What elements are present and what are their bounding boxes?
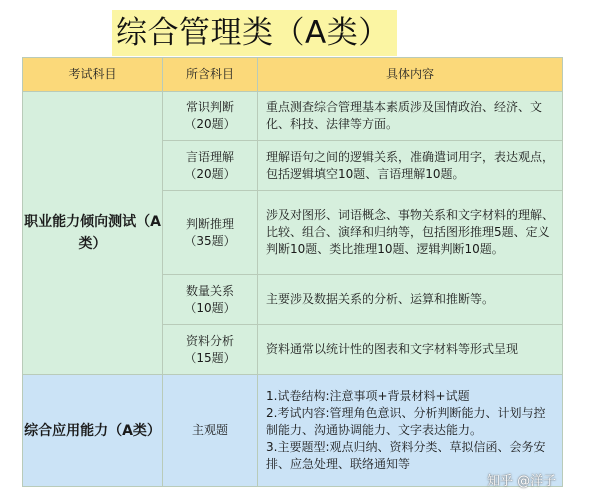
subject-cell [163, 325, 258, 375]
page-title: 综合管理类（A类） [116, 15, 390, 51]
subject-cell [163, 141, 258, 191]
group-name: 职业能力倾向测试（A类） [24, 214, 161, 252]
content-line: 3.主要题型:观点归纳、资料分类、草拟信函、会务安排、应急处理、联络通知等 [266, 440, 546, 471]
watermark: 知乎 @洋子 [487, 474, 557, 489]
subject-name: 言语理解 [185, 149, 234, 164]
subject-name: 数量关系 [185, 283, 234, 298]
subject-cell [163, 191, 258, 275]
header-specific-content: 具体内容 [258, 58, 563, 92]
header-exam-subject: 考试科目 [23, 58, 163, 92]
content-cell: 理解语句之间的逻辑关系，准确遣词用字，表达观点，包括逻辑填空10题、言语理解10题。 [258, 141, 563, 191]
subject-name: 资料分析 [185, 333, 234, 348]
subject-cell [163, 92, 258, 141]
subject-count: （20题） [184, 166, 236, 181]
subject-name: 判断推理 [185, 216, 234, 231]
subject-cell [163, 275, 258, 325]
subject-count: （35题） [184, 233, 236, 248]
content-line: 2.考试内容:管理角色意识、分析判断能力、计划与控制能力、沟通协调能力、文字表达能力。 [266, 406, 546, 437]
group-cell-applied-ability [23, 375, 163, 487]
subject-count: （15题） [184, 350, 236, 365]
group-cell-aptitude-test [23, 92, 163, 375]
content-cell: 主要涉及数据关系的分析、运算和推断等。 [258, 275, 563, 325]
table-row [23, 92, 563, 141]
subject-name: 主观题 [191, 423, 228, 437]
subject-name: 常识判断 [185, 100, 234, 114]
subject-cell [163, 375, 258, 487]
table-row [23, 375, 563, 487]
group-name: 综合应用能力（A类） [24, 422, 161, 439]
content-cell: 资料通常以统计性的图表和文字材料等形式呈现 [258, 325, 563, 375]
subject-count: （20题） [184, 117, 236, 131]
header-included-subjects: 所含科目 [163, 58, 258, 92]
exam-subjects-table [22, 57, 563, 487]
content-cell: 涉及对图形、词语概念、事物关系和文字材料的理解、比较、组合、演绎和归纳等，包括图形推理5题、定义判断10题、类比推理10题、逻辑判断10题。 [258, 191, 563, 275]
table-header-row [23, 58, 563, 92]
content-cell: 重点测查综合管理基本素质涉及国情政治、经济、文化、科技、法律等方面。 [258, 92, 563, 141]
subject-count: （10题） [184, 300, 236, 315]
content-line: 1.试卷结构:注意事项+背景材料+试题 [266, 389, 470, 403]
